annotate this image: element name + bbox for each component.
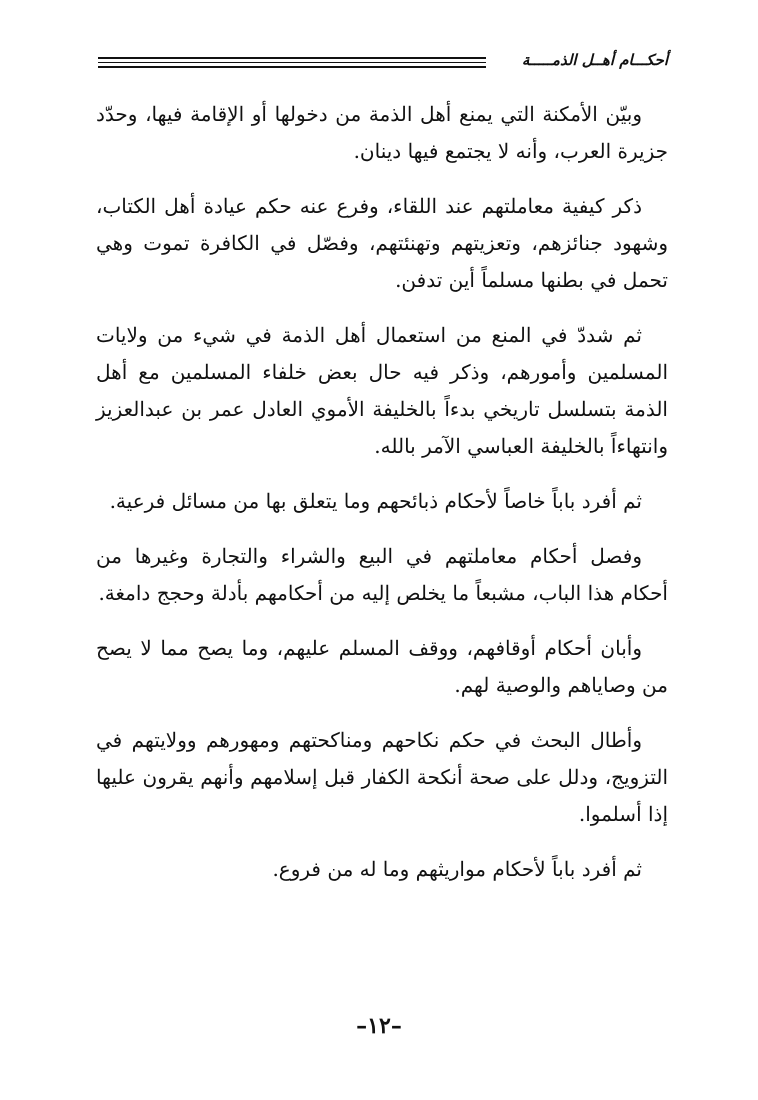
paragraph: وأطال البحث في حكم نكاحهم ومناكحتهم ومهورهم وولايتهم في التزويج، ودلل على صحة أنكحة الكفار قبل إسلامهم وأنهم يقرون عليها إذا أسلموا. (96, 728, 668, 826)
paragraph: وفصل أحكام معاملتهم في البيع والشراء والتجارة وغيرها من أحكام هذا الباب، مشبعاً ما يخلص إليه من أحكامهم بأدلة وحجج دامغة. (96, 544, 668, 605)
page-number: –١٢– (356, 1013, 402, 1039)
paragraph: ثم شددّ في المنع من استعمال أهل الذمة في شيء من ولايات المسلمين وأمورهم، وذكر فيه حال بعض خلفاء المسلمين مع أهل الذمة بتسلسل تاريخي بدءاً بالخليفة الأموي العادل عمر بن عبدالعزيز وانتهاءاً بالخليفة العباسي الآمر بالله. (96, 323, 668, 458)
paragraph: وبيّن الأمكنة التي يمنع أهل الذمة من دخولها أو الإقامة فيها، وحدّد جزيرة العرب، وأنه لا يجتمع فيها دينان. (96, 102, 668, 163)
paragraph: وأبان أحكام أوقافهم، ووقف المسلم عليهم، وما يصح مما لا يصح من وصاياهم والوصية لهم. (96, 636, 668, 697)
paragraph: ثم أفرد باباً لأحكام مواريثهم وما له من فروع. (272, 857, 642, 881)
paragraph: ذكر كيفية معاملتهم عند اللقاء، وفرع عنه حكم عيادة أهل الكتاب، وشهود جنائزهم، وتعزيتهم وتهنئتهم، وفصّل في الكافرة تموت وهي تحمل في بطنها مسلماً أين تدفن. (96, 194, 668, 292)
book-title: أحكـــام أهــل الذمـــــة (516, 50, 668, 70)
running-header (98, 50, 668, 80)
paragraph: ثم أفرد باباً خاصاً لأحكام ذبائحهم وما يتعلق بها من مسائل فرعية. (109, 489, 642, 513)
body-text (96, 96, 668, 906)
